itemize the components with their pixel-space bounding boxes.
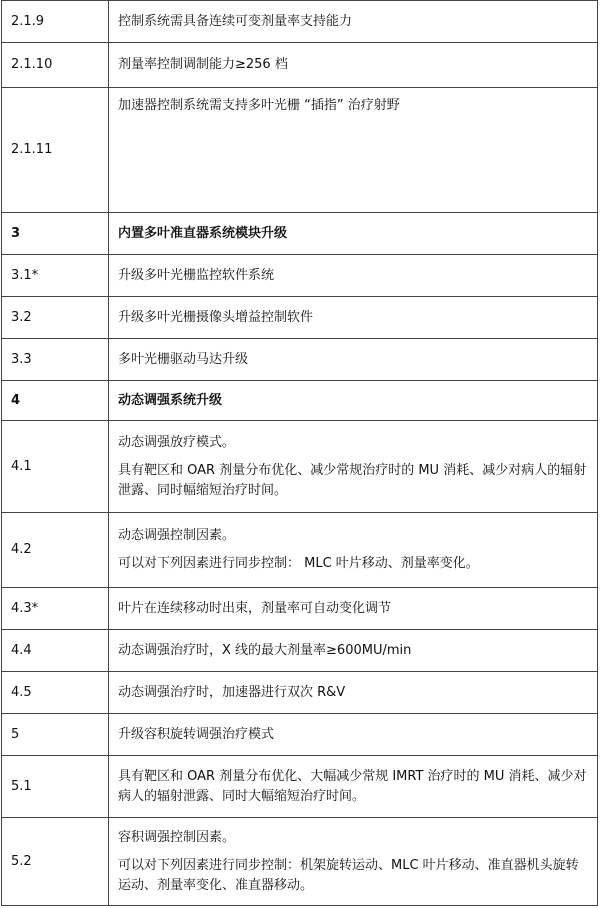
row-number: 3.2 — [2, 297, 109, 339]
table-row — [2, 421, 598, 513]
table-row — [2, 588, 598, 630]
row-number: 4.3* — [2, 588, 109, 630]
description-text: 叶片在连续移动时出束，剂量率可自动变化调节 — [118, 600, 392, 616]
spec-table — [1, 0, 598, 906]
table-row — [2, 672, 598, 714]
row-number: 3.3 — [2, 339, 109, 381]
table-row — [2, 714, 598, 756]
table-row — [2, 339, 598, 381]
row-description — [109, 513, 598, 588]
row-description — [109, 630, 598, 672]
table-row — [2, 381, 598, 421]
row-number: 3 — [2, 213, 109, 255]
row-number: 4.1 — [2, 421, 109, 513]
description-text: 具有靶区和 OAR 剂量分布优化、大幅减少常规 IMRT 治疗时的 MU 消耗、减少对病人的辐射泄露、同时大幅缩短治疗时间。 — [118, 768, 587, 804]
description-text: 多叶光栅驱动马达升级 — [118, 351, 249, 367]
table-row — [2, 297, 598, 339]
table-row — [2, 88, 598, 213]
table-row — [2, 213, 598, 255]
row-description — [109, 714, 598, 756]
row-description — [109, 818, 598, 906]
row-description — [109, 1, 598, 43]
row-number: 5.2 — [2, 818, 109, 906]
row-number: 5.1 — [2, 756, 109, 818]
row-description — [109, 421, 598, 513]
table-row — [2, 756, 598, 818]
description-text: 控制系统需具备连续可变剂量率支持能力 — [118, 13, 353, 29]
table-row — [2, 43, 598, 88]
description-text: 加速器控制系统需支持多叶光栅 “插指” 治疗射野 — [118, 98, 400, 113]
description-text: 升级多叶光栅摄像头增益控制软件 — [118, 309, 314, 325]
table-row — [2, 1, 598, 43]
table-row — [2, 818, 598, 906]
description-text: 可以对下列因素进行同步控制： MLC 叶片移动、剂量率变化。 — [118, 556, 479, 571]
row-description — [109, 43, 598, 88]
description-text: 动态调强治疗时，X 线的最大剂量率≥600MU/min — [118, 642, 412, 658]
row-description — [109, 213, 598, 255]
description-text: 具有靶区和 OAR 剂量分布优化、减少常规治疗时的 MU 消耗、减少对病人的辐射泄露、同时幅缩短治疗时间。 — [118, 462, 587, 498]
row-number: 2.1.9 — [2, 1, 109, 43]
row-description — [109, 88, 598, 213]
row-number: 5 — [2, 714, 109, 756]
description-text: 升级多叶光栅监控软件系统 — [118, 267, 275, 283]
description-text: 内置多叶准直器系统模块升级 — [118, 225, 288, 241]
description-text: 剂量率控制调制能力≥256 档 — [118, 57, 288, 72]
description-text: 动态调强系统升级 — [118, 392, 223, 408]
description-text: 容积调强控制因素。 — [118, 829, 236, 845]
description-text: 可以对下列因素进行同步控制：机架旋转运动、MLC 叶片移动、准直器机头旋转运动、剂量率变化、准直器移动。 — [118, 857, 579, 893]
row-description — [109, 756, 598, 818]
row-description — [109, 381, 598, 421]
description-text: 动态调强放疗模式。 — [118, 434, 236, 450]
row-number: 4.5 — [2, 672, 109, 714]
row-description — [109, 588, 598, 630]
table-row — [2, 630, 598, 672]
row-number: 2.1.10 — [2, 43, 109, 88]
description-text: 升级容积旋转调强治疗模式 — [118, 726, 275, 742]
row-number: 3.1* — [2, 255, 109, 297]
row-number: 4 — [2, 381, 109, 421]
row-description — [109, 297, 598, 339]
description-text: 动态调强治疗时，加速器进行双次 R&V — [118, 684, 346, 700]
row-number: 4.2 — [2, 513, 109, 588]
row-description — [109, 672, 598, 714]
description-text: 动态调强控制因素。 — [118, 528, 236, 543]
row-number: 2.1.11 — [2, 88, 109, 213]
table-row — [2, 255, 598, 297]
row-description — [109, 339, 598, 381]
row-number: 4.4 — [2, 630, 109, 672]
row-description — [109, 255, 598, 297]
table-row — [2, 513, 598, 588]
